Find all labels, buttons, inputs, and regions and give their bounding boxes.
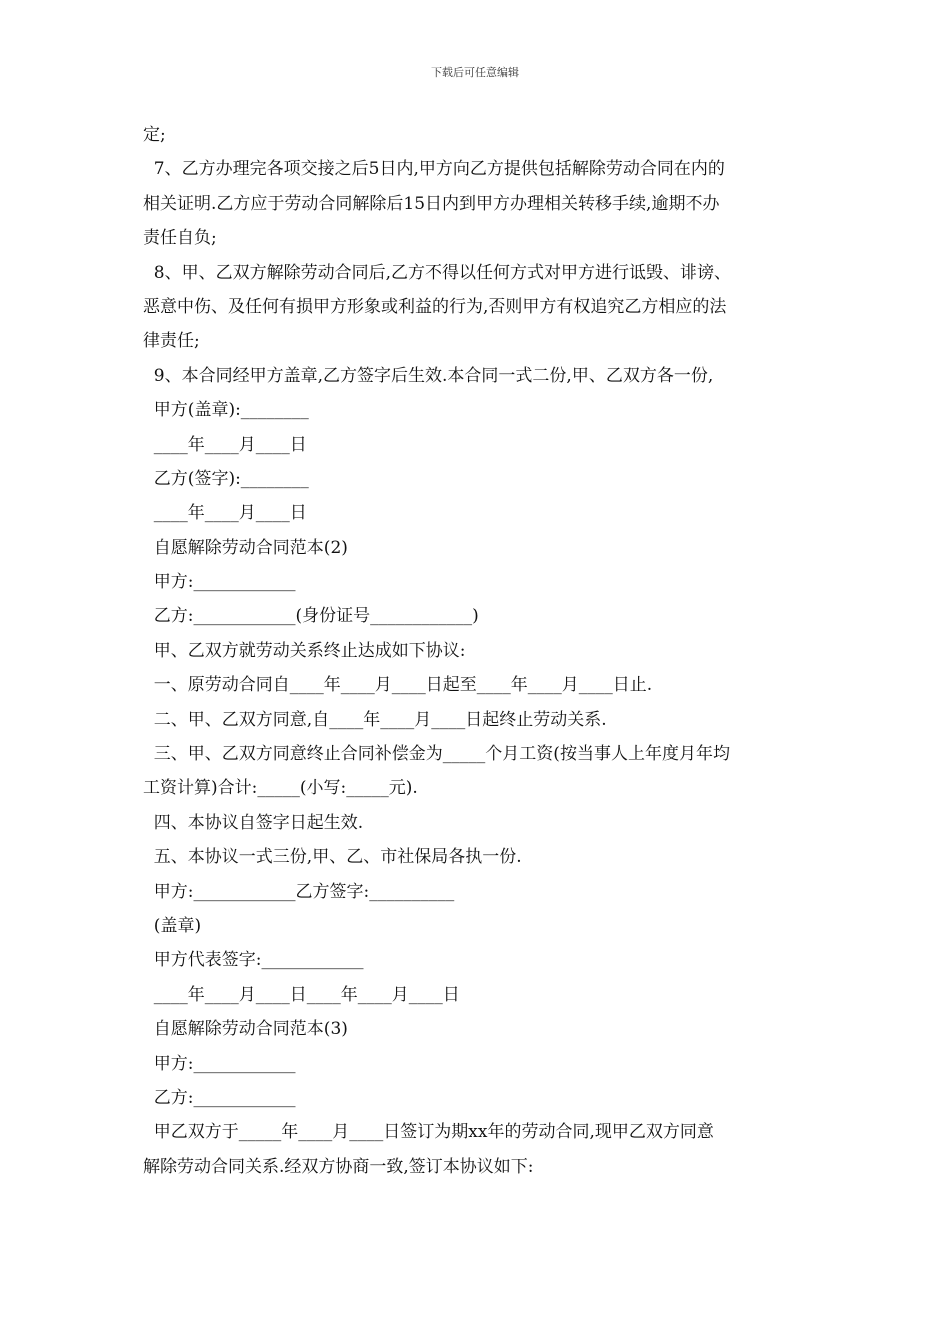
text-line: 责任自负; bbox=[143, 228, 217, 249]
section-title: 自愿解除劳动合同范本(3) bbox=[143, 1019, 348, 1040]
text-line: 7、乙方办理完各项交接之后5日内,甲方向乙方提供包括解除劳动合同在内的 bbox=[143, 159, 725, 180]
party-line: 乙方:____________ bbox=[143, 1087, 296, 1108]
text-line: 一、原劳动合同自____年____月____日起至____年____月____日止. bbox=[143, 675, 653, 696]
signature-line: 甲方:____________乙方签字:__________ bbox=[143, 881, 455, 902]
page-header: 下载后可任意编辑 bbox=[431, 66, 519, 79]
date-line: ____年____月____日 bbox=[143, 434, 307, 455]
text-line: 工资计算)合计:_____(小写:_____元). bbox=[143, 778, 418, 799]
text-line: 三、甲、乙双方同意终止合同补偿金为_____个月工资(按当事人上年度月年均 bbox=[143, 744, 730, 765]
text-line: 相关证明.乙方应于劳动合同解除后15日内到甲方办理相关转移手续,逾期不办 bbox=[143, 193, 720, 214]
text-line: 五、本协议一式三份,甲、乙、市社保局各执一份. bbox=[143, 847, 522, 868]
text-line: 四、本协议自签字日起生效. bbox=[143, 812, 364, 833]
date-line: ____年____月____日 bbox=[143, 503, 307, 524]
text-line: 8、甲、乙双方解除劳动合同后,乙方不得以任何方式对甲方进行诋毁、诽谤、 bbox=[143, 262, 732, 283]
signature-line: 甲方(盖章):________ bbox=[143, 400, 309, 421]
party-line: 乙方:____________(身份证号____________) bbox=[143, 606, 479, 627]
signature-line: 乙方(签字):________ bbox=[143, 468, 309, 489]
party-line: 甲方:____________ bbox=[143, 572, 296, 593]
section-title: 自愿解除劳动合同范本(2) bbox=[143, 537, 348, 558]
date-line: ____年____月____日____年____月____日 bbox=[143, 984, 460, 1005]
text-line: 恶意中伤、及任何有损甲方形象或利益的行为,否则甲方有权追究乙方相应的法 bbox=[143, 296, 727, 317]
party-line: 甲方:____________ bbox=[143, 1053, 296, 1074]
text-line: 9、本合同经甲方盖章,乙方签字后生效.本合同一式二份,甲、乙双方各一份, bbox=[143, 365, 714, 386]
signature-line: 甲方代表签字:____________ bbox=[143, 950, 364, 971]
text-line: 解除劳动合同关系.经双方协商一致,签订本协议如下: bbox=[143, 1156, 534, 1177]
text-line: 甲乙双方于_____年____月____日签订为期xx年的劳动合同,现甲乙双方同意 bbox=[143, 1122, 714, 1143]
text-line: 甲、乙双方就劳动关系终止达成如下协议: bbox=[143, 640, 466, 661]
seal-line: (盖章) bbox=[143, 915, 202, 936]
text-line: 二、甲、乙双方同意,自____年____月____日起终止劳动关系. bbox=[143, 709, 607, 730]
text-line: 律责任; bbox=[143, 331, 200, 352]
text-line: 定; bbox=[143, 125, 166, 145]
document-body bbox=[143, 118, 811, 1184]
